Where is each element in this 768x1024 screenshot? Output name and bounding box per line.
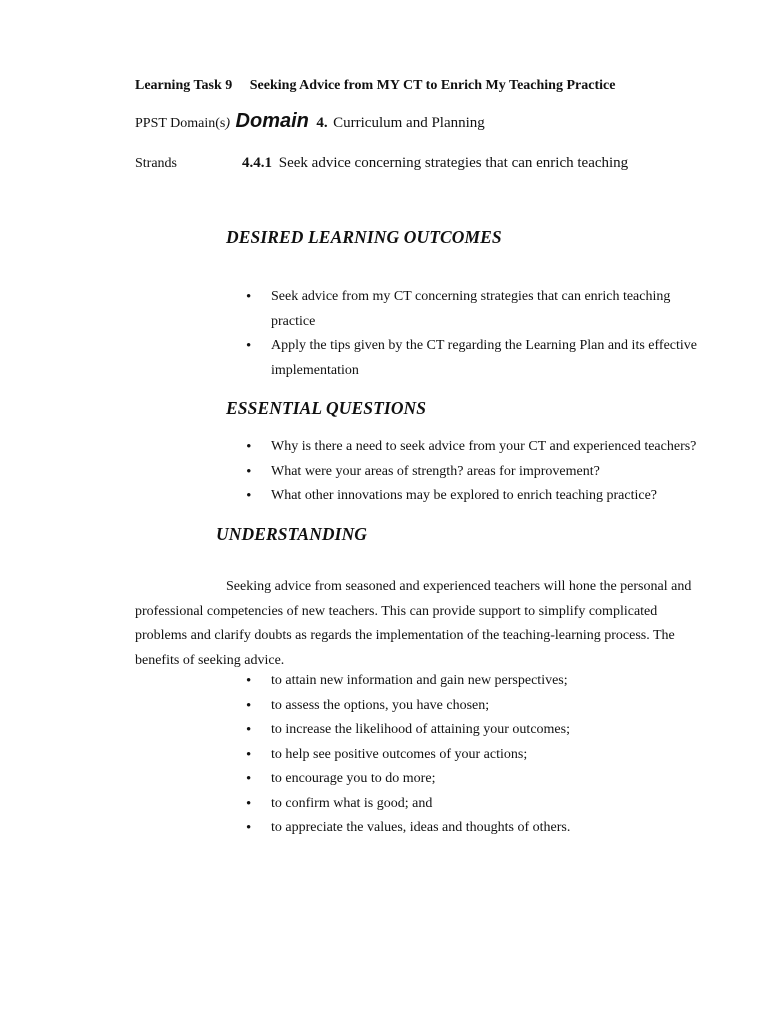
benefits-list: [246, 669, 706, 841]
bullet-icon: •: [246, 673, 252, 689]
list-item: • What other innovations may be explored to enrich teaching practice?: [246, 484, 716, 509]
list-item: • to help see positive outcomes of your actions;: [246, 743, 706, 768]
list-item: • What were your areas of strength? areas for improvement?: [246, 460, 716, 485]
list-item: • to increase the likelihood of attaining your outcomes;: [246, 718, 706, 743]
list-item: • to assess the options, you have chosen;: [246, 694, 706, 719]
domain-label: PPST Domain(s: [135, 116, 226, 131]
bullet-icon: •: [246, 488, 252, 504]
ppst-domain-line: [135, 110, 485, 133]
bullet-icon: •: [246, 771, 252, 787]
outcomes-list: [246, 285, 706, 383]
list-item: • to attain new information and gain new perspectives;: [246, 669, 706, 694]
questions-list: [246, 435, 716, 509]
bullet-icon: •: [246, 439, 252, 455]
bullet-icon: •: [246, 697, 252, 714]
task-title: Seeking Advice from MY CT to Enrich My Teaching Practice: [249, 78, 616, 93]
bullet-icon: •: [246, 820, 252, 836]
list-item: • to appreciate the values, ideas and thoughts of others.: [246, 816, 706, 841]
domain-number: 4.: [316, 115, 328, 131]
task-title-line: [135, 78, 615, 94]
strand-text: Seek advice concerning strategies that can enrich teaching: [278, 155, 629, 171]
bullet-icon: •: [246, 463, 252, 480]
task-label: Learning Task 9: [135, 78, 233, 93]
bullet-icon: •: [246, 289, 252, 305]
list-item: • Why is there a need to seek advice from your CT and experienced teachers?: [246, 435, 716, 460]
understanding-paragraph: Seeking advice from seasoned and experienced teachers will hone the personal and professional competencies of new teachers. This can provide support to simplify complicated problems and clarify doubts as regards the implementation of the teaching-learning process. The benefits of seeking advice.: [135, 579, 692, 668]
bullet-icon: •: [246, 746, 252, 763]
bullet-icon: •: [246, 795, 252, 812]
domain-paren: ): [225, 116, 231, 131]
questions-heading: ESSENTIAL QUESTIONS: [226, 398, 427, 418]
strand-line: [242, 155, 628, 172]
list-item: • Apply the tips given by the CT regarding the Learning Plan and its effective implementation: [246, 334, 706, 383]
strands-label: Strands: [135, 156, 177, 171]
strand-code: 4.4.1: [242, 155, 272, 171]
domain-word: Domain: [235, 110, 309, 132]
list-item: • Seek advice from my CT concerning strategies that can enrich teaching practice: [246, 285, 706, 334]
domain-name: Curriculum and Planning: [333, 115, 485, 131]
bullet-icon: •: [246, 338, 252, 354]
bullet-icon: •: [246, 722, 252, 738]
list-item: • to encourage you to do more;: [246, 767, 706, 792]
outcomes-heading: DESIRED LEARNING OUTCOMES: [226, 227, 502, 247]
understanding-heading: UNDERSTANDING: [216, 524, 368, 544]
list-item: • to confirm what is good; and: [246, 792, 706, 817]
